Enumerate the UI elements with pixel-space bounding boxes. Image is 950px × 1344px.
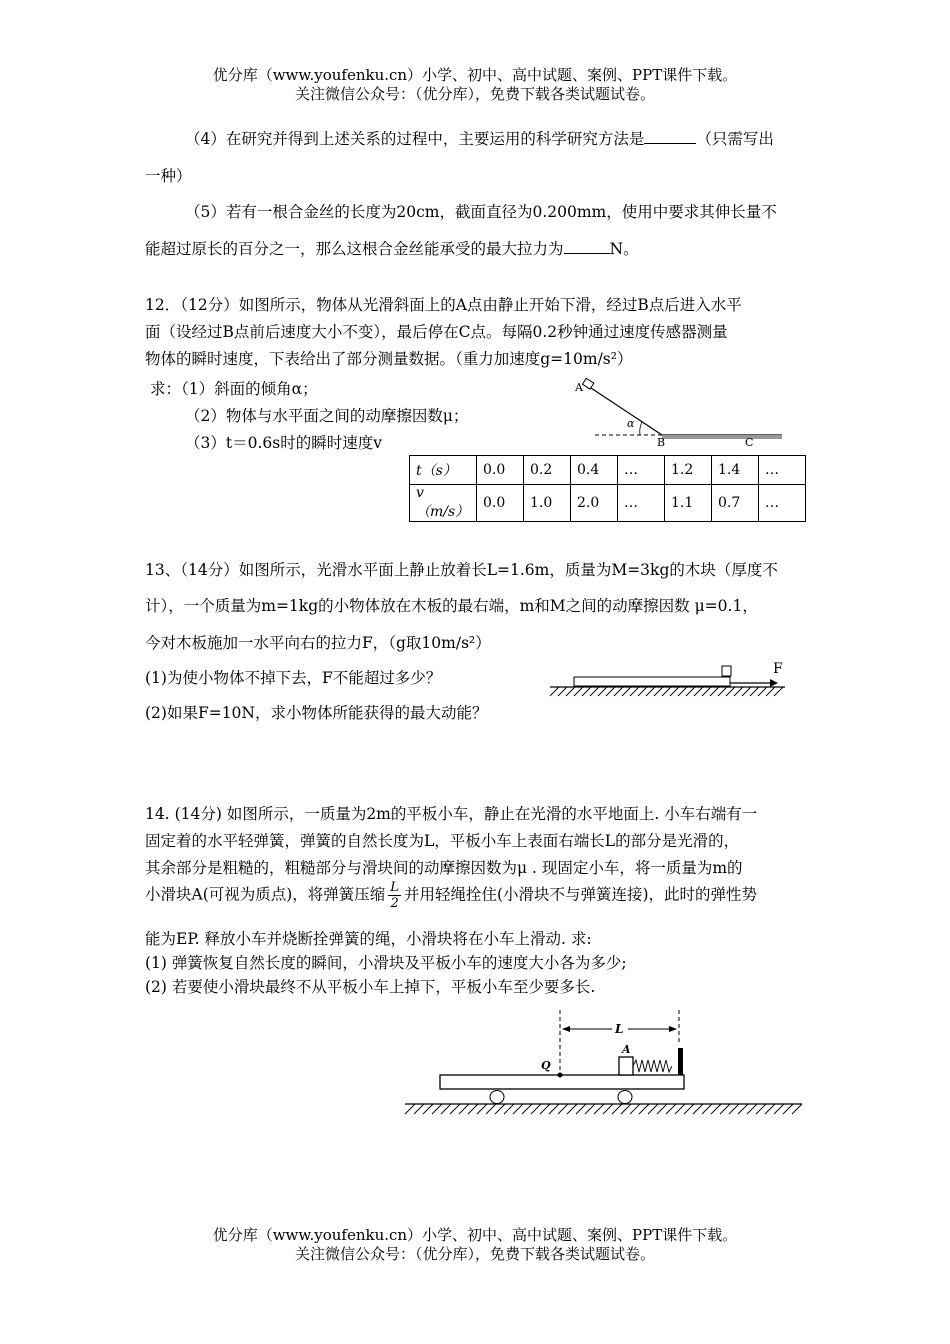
hatch-mark [783,1104,793,1114]
hatch-mark [590,687,599,696]
q11-part5-line1: （5）若有一根合金丝的长度为20cm，截面直径为0.200mm，使用中要求其伸长量不 [185,203,777,221]
hatch-mark [742,687,751,696]
q11-part4-cont: 一种） [145,167,192,185]
table-cell: 0.0 [477,456,524,485]
hatch-mark [567,1104,577,1114]
hatch-mark [718,687,727,696]
q14-line-5: 能为EP. 释放小车并烧断拴弹簧的绳，小滑块将在小车上滑动. 求: [145,930,592,948]
hatch-mark [710,687,719,696]
angle-arc [640,422,642,435]
q14-cart-figure [400,1008,810,1123]
hatch-mark [594,1104,604,1114]
hatch-mark [638,687,647,696]
hatch-mark [756,1104,766,1114]
hatch-mark [662,687,671,696]
incline-line [588,386,662,435]
hatch-mark [540,1104,550,1114]
hatch-mark [576,1104,586,1114]
dimension-arrow-left [562,1026,570,1032]
q11-part4-note: （只需写出 [696,130,774,148]
row-header-velocity: v（m/s） [410,485,477,522]
hatch-mark [558,1104,568,1114]
label-l: L [615,1022,624,1036]
spring-wall [678,1048,683,1075]
hatch-mark [693,1104,703,1114]
hatch-mark [684,1104,694,1114]
q13-sub-1: (1)为使小物体不掉下去，F不能超过多少？ [145,669,442,687]
hatch-mark [765,1104,775,1114]
point-q [558,1073,563,1078]
hatch-mark [654,687,663,696]
table-cell: 1.4 [712,456,759,485]
hatch-mark [646,687,655,696]
q12-data-table [409,455,806,522]
q14-line-4-b: 并用轻绳拴住(小滑块不与弹簧连接)，此时的弹性势 [403,885,758,904]
table-row-velocity [410,485,806,522]
hatch-mark [450,1104,460,1114]
hatch-mark [513,1104,523,1114]
page-footer [0,1226,950,1264]
footer-line-2: 关注微信公众号：（优分库），免费下载各类试题试卷。 [294,1245,655,1263]
hatch-mark [495,1104,505,1114]
force-arrowhead [770,679,778,687]
hatch-mark [622,687,631,696]
hatch-mark [423,1104,433,1114]
table-cell: 0.7 [712,485,759,522]
hatch-mark [686,687,695,696]
fraction-numerator: L [390,880,399,895]
hatch-mark [702,1104,712,1114]
table-cell: 2.0 [571,485,618,522]
small-block [722,666,731,676]
footer-line-1: 优分库（www.youfenku.cn）小学、初中、高中试题、案例、PPT课件下载。 [212,1226,738,1244]
hatch-mark [614,687,623,696]
ground-hatching [550,687,783,696]
wheel-left [490,1091,504,1104]
fraction-denominator: 2 [390,896,399,911]
q11-part5-blank [564,239,610,254]
q13-line-1: 13、（14分）如图所示，光滑水平面上静止放着长L=1.6m，质量为M=3kg的木块（厚度不 [145,561,778,579]
table-cell: … [759,485,806,522]
table-cell: 0.0 [477,485,524,522]
hatch-mark [766,687,775,696]
hatch-mark [459,1104,469,1114]
hatch-mark [603,1104,613,1114]
label-b: B [657,436,666,448]
table-cell: … [618,456,665,485]
hatch-mark [549,1104,559,1114]
hatch-mark [639,1104,649,1114]
table-cell: 1.2 [665,456,712,485]
hatch-mark [432,1104,442,1114]
rough-surface [662,435,782,439]
q14-line-1: 14. (14分) 如图所示，一质量为2m的平板小车，静止在光滑的水平地面上. 小车右端有一 [145,805,758,823]
q13-sub-2: (2)如果F=10N，求小物体所能获得的最大动能？ [145,704,488,722]
q11-part4-text: （4）在研究并得到上述关系的过程中，主要运用的科学研究方法是 [185,130,645,148]
hatch-mark [522,1104,532,1114]
q14-sub-2: (2) 若要使小滑块最终不从平板小车上掉下，平板小车至少要多长. [145,978,596,996]
label-q: Q [541,1059,551,1072]
q12-incline-figure [570,378,790,448]
hatch-mark [750,687,759,696]
hatch-mark [630,1104,640,1114]
hatch-mark [666,1104,676,1114]
hatch-mark [758,687,767,696]
row-header-time: t（s） [410,456,477,485]
q14-sub-1: (1) 弹簧恢复自然长度的瞬间，小滑块及平板小车的速度大小各为多少; [145,954,627,972]
q11-part5-unit: N。 [609,240,639,258]
hatch-mark [486,1104,496,1114]
q12-sub-3: （3）t＝0.6s时的瞬时速度v [185,434,382,452]
header-line-2: 关注微信公众号：（优分库），免费下载各类试题试卷。 [294,85,655,103]
hatch-mark [477,1104,487,1114]
hatch-mark [675,1104,685,1114]
hatch-mark [441,1104,451,1114]
page-header [0,66,950,104]
hatch-mark [792,1104,802,1114]
hatch-mark [558,687,567,696]
label-a: A [622,1043,631,1056]
wheel-right [618,1091,632,1104]
label-alpha: α [627,417,635,430]
hatch-mark [678,687,687,696]
ground-hatching [405,1104,802,1114]
hatch-mark [621,1104,631,1114]
hatch-mark [582,687,591,696]
hatch-mark [566,687,575,696]
label-c: C [745,436,754,448]
hatch-mark [774,1104,784,1114]
hatch-mark [550,687,559,696]
hatch-mark [726,687,735,696]
q12-line-2: 面（设经过B点前后速度大小不变），最后停在C点。每隔0.2秒钟通过速度传感器测量 [145,323,728,341]
table-cell: 1.1 [665,485,712,522]
label-f: F [773,661,783,677]
q12-line-3: 物体的瞬时速度，下表给出了部分测量数据。（重力加速度g=10m/s²） [145,350,633,368]
hatch-mark [405,1104,415,1114]
q13-line-2: 计），一个质量为m=1kg的小物体放在木板的最右端，m和M之间的动摩擦因数 μ=0.1， [145,597,758,615]
hatch-mark [738,1104,748,1114]
label-a: A [575,381,583,394]
table-cell: … [618,485,665,522]
table-cell: 0.2 [524,456,571,485]
hatch-mark [694,687,703,696]
hatch-mark [711,1104,721,1114]
q12-sub-2: （2）物体与水平面之间的动摩擦因数μ； [185,407,469,425]
q14-line-4-a: 小滑块A(可视为质点)，将弹簧压缩 [145,885,386,904]
hatch-mark [648,1104,658,1114]
hatch-mark [531,1104,541,1114]
q12-sub-1: 求：（1）斜面的倾角α； [150,380,318,398]
dimension-arrow-right [669,1026,677,1032]
hatch-mark [612,1104,622,1114]
hatch-mark [504,1104,514,1114]
hatch-mark [468,1104,478,1114]
q13-line-3: 今对木板施加一水平向右的拉力F，（g取10m/s²） [145,634,491,652]
block-a [582,378,593,389]
q14-line-3: 其余部分是粗糙的，粗糙部分与滑块间的动摩擦因数为μ . 现固定小车，将一质量为m的 [145,859,743,877]
fraction-l-over-2 [388,880,401,911]
cart-board [440,1075,684,1089]
hatch-mark [657,1104,667,1114]
hatch-mark [774,687,783,696]
hatch-mark [606,687,615,696]
hatch-mark [747,1104,757,1114]
long-board [574,677,730,686]
q11-part4-blank [644,129,696,144]
hatch-mark [414,1104,424,1114]
q11-part5-line2 [145,237,639,259]
hatch-mark [630,687,639,696]
q13-board-figure [545,658,795,704]
hatch-mark [729,1104,739,1114]
hatch-mark [670,687,679,696]
q14-line-4 [145,880,757,911]
table-cell: 0.4 [571,456,618,485]
q11-part5-text: 能超过原长的百分之一，那么这根合金丝能承受的最大拉力为 [145,240,564,258]
header-line-1: 优分库（www.youfenku.cn）小学、初中、高中试题、案例、PPT课件下载。 [212,66,738,84]
q11-part4-line [185,127,774,149]
slider-a [619,1057,633,1075]
hatch-mark [598,687,607,696]
hatch-mark [720,1104,730,1114]
hatch-mark [734,687,743,696]
hatch-mark [574,687,583,696]
table-row-time [410,456,806,485]
table-cell: 1.0 [524,485,571,522]
q14-line-2: 固定着的水平轻弹簧，弹簧的自然长度为L，平板小车上表面右端长L的部分是光滑的， [145,832,740,850]
spring [633,1060,672,1072]
table-cell: … [759,456,806,485]
q12-line-1: 12．（12分）如图所示，物体从光滑斜面上的A点由静止开始下滑，经过B点后进入水平 [145,296,742,314]
hatch-mark [585,1104,595,1114]
hatch-mark [702,687,711,696]
